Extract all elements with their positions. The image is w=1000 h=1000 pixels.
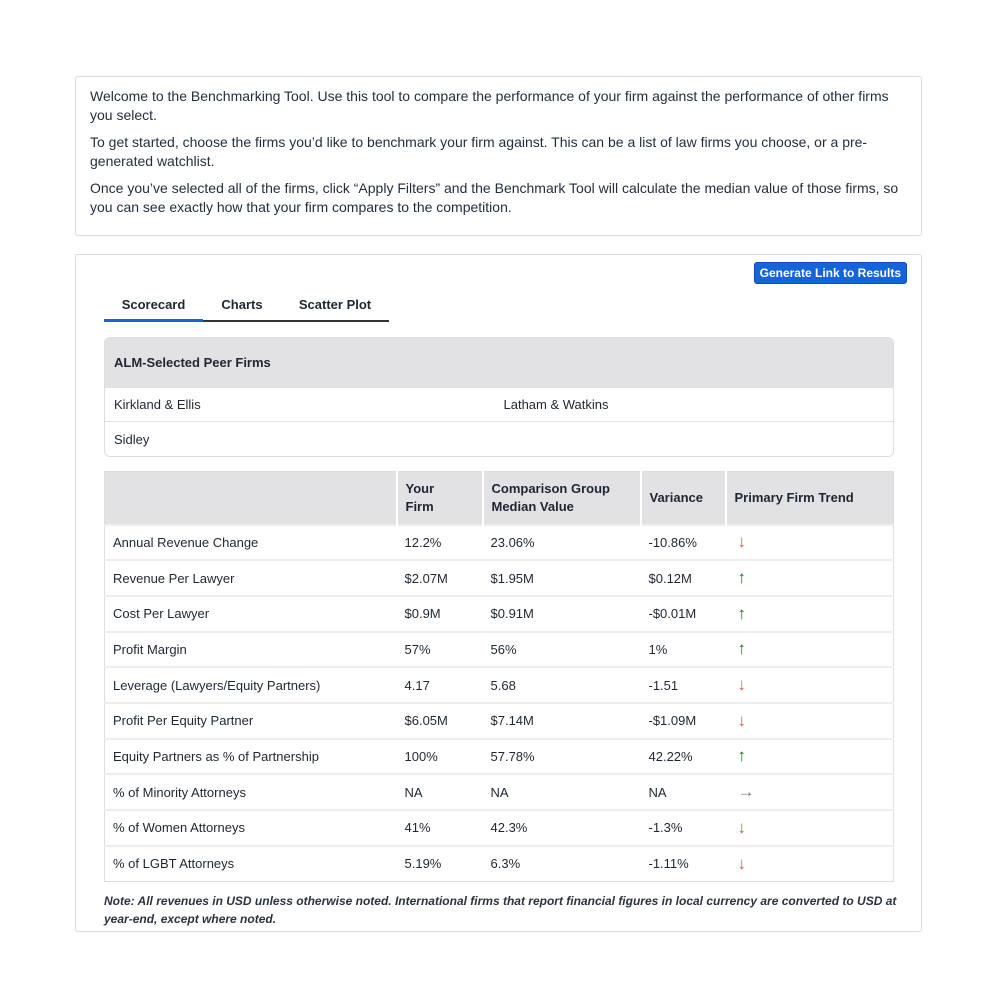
variance-value: -10.86% [641,525,726,561]
intro-text: Once you’ve selected all of the firms, click “Apply Filters” and the Benchmark Tool will calculate the median value of those firms, so you can see exactly how that your firm compares to the competition. [90,180,899,215]
variance-value: -$1.09M [641,703,726,739]
scorecard-table [104,471,894,882]
tab-scorecard[interactable]: Scorecard [104,289,203,322]
trend-cell [726,703,894,739]
metric-label: Profit Margin [105,632,397,668]
variance-value: 42.22% [641,739,726,775]
your-firm-value: NA [397,774,483,810]
peer-firm: Sidley [114,431,150,447]
generate-link-button[interactable]: Generate Link to Results [754,262,907,284]
trend-cell [726,525,894,561]
median-value: $7.14M [483,703,641,739]
variance-value: -$0.01M [641,596,726,632]
footnote: Note: All revenues in USD unless otherwise noted. International firms that report financial figures in local currency are converted to USD at year-end, except where noted. [104,894,897,926]
results-panel [75,254,922,932]
trend-down-arrow-icon: ↓ [737,853,746,873]
median-value: NA [483,774,641,810]
your-firm-value: 57% [397,632,483,668]
trend-down-arrow-icon: ↓ [737,710,746,730]
median-value: 42.3% [483,810,641,846]
variance-value: -1.3% [641,810,726,846]
metric-label: % of Minority Attorneys [105,774,397,810]
col-header-your-firm: Your Firm [397,472,483,525]
median-value: $1.95M [483,560,641,596]
your-firm-value: 4.17 [397,667,483,703]
trend-down-arrow-icon: ↓ [737,675,746,695]
metric-label: Equity Partners as % of Partnership [105,739,397,775]
median-value: 5.68 [483,667,641,703]
metric-label: Leverage (Lawyers/Equity Partners) [105,667,397,703]
your-firm-value: $6.05M [397,703,483,739]
variance-value: -1.51 [641,667,726,703]
col-header-metric [105,472,397,525]
trend-cell [726,596,894,632]
tab-bar [104,289,389,322]
your-firm-value: 41% [397,810,483,846]
variance-value: NA [641,774,726,810]
peer-firm: Latham & Watkins [503,397,609,412]
trend-up-arrow-icon: ↑ [737,603,746,623]
col-header-trend: Primary Firm Trend [726,472,894,525]
trend-cell [726,632,894,668]
your-firm-value: $0.9M [397,596,483,632]
trend-cell [726,560,894,596]
table-row [105,525,894,561]
median-value: 56% [483,632,641,668]
peer-firms-title: ALM-Selected Peer Firms [105,338,893,388]
metric-label: Revenue Per Lawyer [105,560,397,596]
table-row [105,596,894,632]
table-row [105,632,894,668]
intro-text: Welcome to the Benchmarking Tool. Use this tool to compare the performance of your firm against the performance of other firms you select. [90,88,889,123]
variance-value: 1% [641,632,726,668]
trend-cell [726,846,894,882]
trend-down-arrow-icon: ↓ [737,817,746,837]
table-row [105,703,894,739]
trend-cell [726,667,894,703]
median-value: 57.78% [483,739,641,775]
trend-up-arrow-icon: ↑ [737,568,746,588]
median-value: 6.3% [483,846,641,882]
table-row [105,846,894,882]
variance-value: -1.11% [641,846,726,882]
variance-value: $0.12M [641,560,726,596]
trend-cell [726,739,894,775]
metric-label: Cost Per Lawyer [105,596,397,632]
median-value: $0.91M [483,596,641,632]
tab-scatter-plot[interactable]: Scatter Plot [298,297,372,312]
table-row [105,810,894,846]
metric-label: % of LGBT Attorneys [105,846,397,882]
metric-label: Profit Per Equity Partner [105,703,397,739]
median-value: 23.06% [483,525,641,561]
trend-down-arrow-icon: ↓ [737,532,746,552]
table-row [105,774,894,810]
your-firm-value: $2.07M [397,560,483,596]
intro-text: To get started, choose the firms you’d like to benchmark your firm against. This can be a list of law firms you choose, or a pre-generated watchlist. [90,134,868,169]
intro-panel [75,76,922,236]
table-row [105,560,894,596]
peer-firms-card [104,337,894,457]
trend-up-arrow-icon: ↑ [737,639,746,659]
trend-right-arrow-icon: → [737,782,755,802]
metric-label: % of Women Attorneys [105,810,397,846]
your-firm-value: 100% [397,739,483,775]
metric-label: Annual Revenue Change [105,525,397,561]
your-firm-value: 12.2% [397,525,483,561]
table-row [105,739,894,775]
peer-firm: Kirkland & Ellis [114,397,201,412]
tab-charts[interactable]: Charts [221,297,263,312]
table-row [105,667,894,703]
your-firm-value: 5.19% [397,846,483,882]
trend-cell [726,774,894,810]
col-header-variance: Variance [641,472,726,525]
trend-up-arrow-icon: ↑ [737,746,746,766]
col-header-median: Comparison Group Median Value [483,472,641,525]
trend-cell [726,810,894,846]
